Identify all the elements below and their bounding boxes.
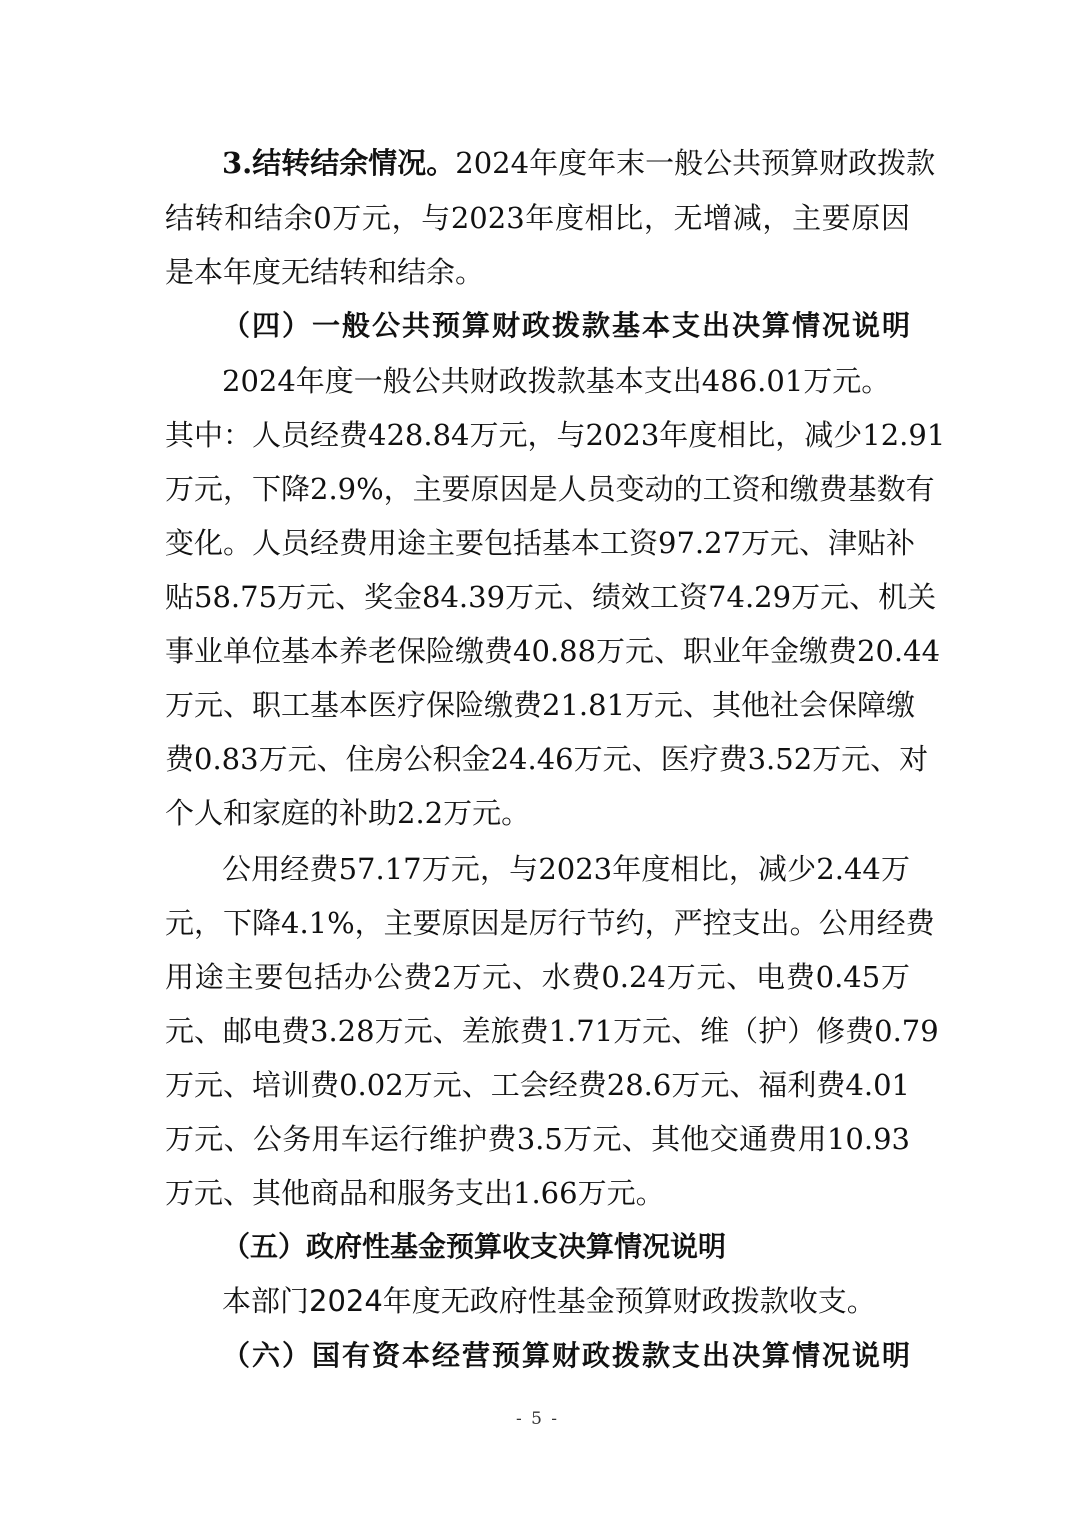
paragraph-line: 万元、公务用车运行维护费3.5万元、其他交通费用10.93 [165,1122,910,1156]
paragraph-line: 万元、培训费0.02万元、工会经费28.6万元、福利费4.01 [165,1068,910,1102]
paragraph-line: 用途主要包括办公费2万元、水费0.24万元、电费0.45万 [165,960,910,994]
carryover-line-1 [222,146,936,180]
paragraph-line: 公用经费57.17万元，与2023年度相比，减少2.44万 [222,852,910,886]
paragraph-line: 变化。人员经费用途主要包括基本工资97.27万元、津贴补 [165,526,916,560]
paragraph-line: 万元、职工基本医疗保险缴费21.81万元、其他社会保障缴 [165,688,916,722]
paragraph-line: 费0.83万元、住房公积金24.46万元、医疗费3.52万元、对 [165,742,929,776]
section-heading-4: （四）一般公共预算财政拨款基本支出决算情况说明 [222,309,910,342]
section-heading-6: （六）国有资本经营预算财政拨款支出决算情况说明 [222,1339,910,1372]
paragraph-line: 贴58.75万元、奖金84.39万元、绩效工资74.29万元、机关 [165,580,937,614]
paragraph-line: 万元，下降2.9%，主要原因是人员变动的工资和缴费基数有 [165,472,935,506]
paragraph-line: 其中：人员经费428.84万元，与2023年度相比，减少12.91 [165,418,946,452]
carryover-line-2: 结转和结余0万元，与2023年度相比，无增减，主要原因 [165,201,910,235]
paragraph-line: 2024年度一般公共财政拨款基本支出486.01万元。 [222,364,891,398]
page-number: - 5 - [515,1409,560,1429]
carryover-text: 2024年度年末一般公共预算财政拨款 [455,146,936,180]
paragraph-line: 元，下降4.1%，主要原因是厉行节约，严控支出。公用经费 [165,906,935,940]
paragraph-line: 万元、其他商品和服务支出1.66万元。 [165,1176,665,1210]
fund-statement: 本部门2024年度无政府性基金预算财政拨款收支。 [222,1284,876,1318]
paragraph-line: 元、邮电费3.28万元、差旅费1.71万元、维（护）修费0.79 [165,1014,939,1048]
paragraph-line: 个人和家庭的补助2.2万元。 [165,796,531,830]
paragraph-line: 事业单位基本养老保险缴费40.88万元、职业年金缴费20.44 [165,634,941,668]
carryover-line-3: 是本年度无结转和结余。 [165,255,485,289]
carryover-lead: 3.结转结余情况。 [222,146,456,180]
section-heading-5: （五）政府性基金预算收支决算情况说明 [222,1230,727,1263]
